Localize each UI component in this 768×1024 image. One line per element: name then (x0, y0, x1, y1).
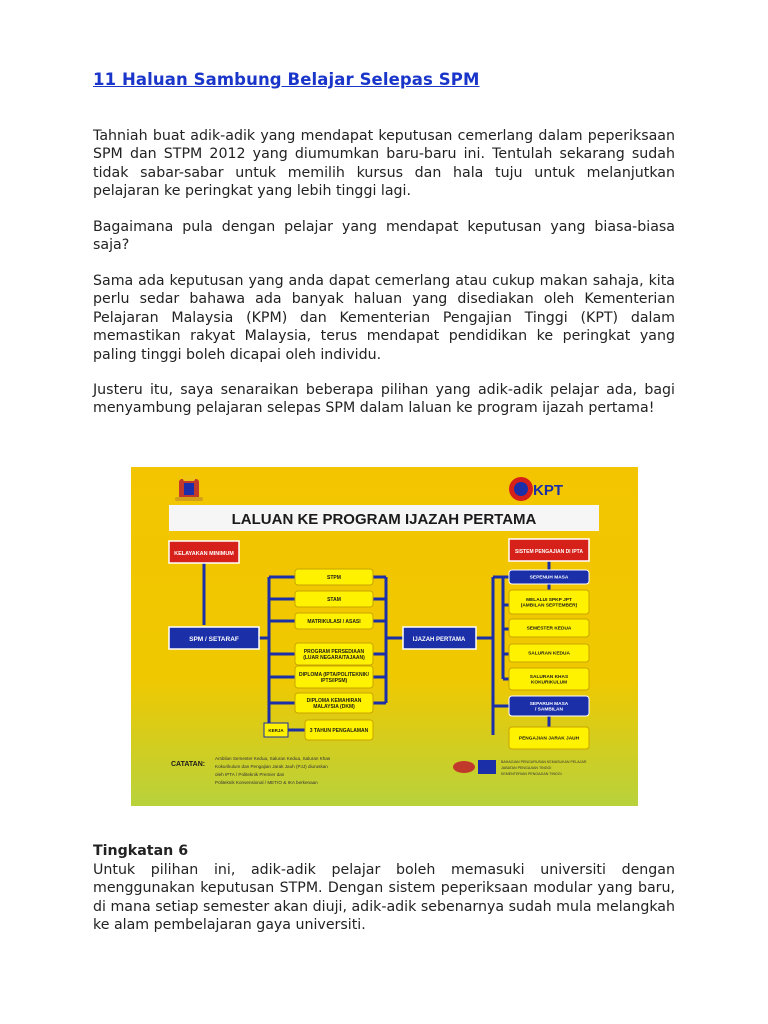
left-header-box (169, 541, 239, 563)
svg-text:MATRIKULASI / ASASI: MATRIKULASI / ASASI (307, 618, 361, 625)
side-node-kerja (264, 723, 288, 737)
svg-text:3 TAHUN PENGALAMAN: 3 TAHUN PENGALAMAN (309, 727, 369, 734)
pathway-diagram (131, 467, 638, 806)
catatan-line-3: oleh IPTA / Politeknik Premier dan (215, 772, 285, 777)
middle-option-5 (295, 666, 373, 688)
right-option-5 (509, 668, 589, 690)
svg-text:KELAYAKAN MINIMUM: KELAYAKAN MINIMUM (174, 551, 234, 557)
section-heading-tingkatan-6: Tingkatan 6 (93, 843, 189, 859)
svg-text:IJAZAH PERTAMA: IJAZAH PERTAMA (412, 637, 466, 643)
paragraph-question: Bagaimana pula dengan pelajar yang mendapat keputusan yang biasa-biasa saja? (93, 219, 675, 254)
right-option-7 (509, 727, 589, 749)
right-option-6 (509, 696, 589, 716)
catatan-line-4: Politeknik Konvensional / METrO & IKA berkenaan (215, 780, 318, 785)
paragraph-ministries: Sama ada keputusan yang anda dapat cemerlang atau cukup makan sahaja, kita perlu sedar bahawa ada banyak haluan yang disediakan oleh Kementerian Pelajaran Malaysia (KPM) dan Kementerian Pengajian Tinggi (KPT) dalam memastikan rakyat Malaysia, terus mendapat pendidikan ke peringkat yang paling tinggi boleh dicapai oleh individu. (93, 273, 675, 363)
svg-text:SALURAN KHASKOKURIKULUM: SALURAN KHAS KOKURIKULUM (529, 674, 569, 686)
svg-text:MELALUI SPKP JPT(AMBILAN SEPTE: MELALUI SPKP JPT (AMBILAN SEPTEMBER) (520, 597, 578, 609)
right-option-4 (509, 644, 589, 662)
paragraph-options-intro: Justeru itu, saya senaraikan beberapa pilihan yang adik-adik pelajar ada, bagi menyambung pelajaran selepas SPM dalam laluan ke program ijazah pertama! (93, 382, 675, 417)
svg-text:SEPENUH MASA: SEPENUH MASA (529, 575, 569, 581)
svg-text:PROGRAM PERSEDIAAN(LUAR NEGARA: PROGRAM PERSEDIAAN (LUAR NEGARA/TAJAAN) (303, 648, 365, 661)
catatan-label: CATATAN: (171, 761, 206, 768)
paragraph-intro: Tahniah buat adik-adik yang mendapat keputusan cemerlang dalam peperiksaan SPM dan STPM 2012 yang diumumkan baru-baru ini. Tentulah sekarang sudah tidak sabar-sabar untuk memilih kursus dan hala tuju untuk melanjutkan pelajaran ke peringkat yang lebih tinggi lagi. (93, 128, 675, 200)
svg-text:PENGAJIAN JARAK JAUH: PENGAJIAN JARAK JAUH (518, 736, 580, 742)
right-option-2 (509, 590, 589, 614)
pathway-infographic (131, 467, 638, 806)
svg-text:SPM / SETARAF: SPM / SETARAF (189, 636, 239, 643)
svg-text:STAM: STAM (327, 596, 341, 603)
middle-option-4 (295, 643, 373, 665)
right-option-3 (509, 619, 589, 637)
svg-text:STPM: STPM (327, 574, 341, 581)
middle-option-6 (295, 693, 373, 713)
middle-option-7 (305, 720, 373, 740)
svg-text:SEPARUH MASA/ SAMBILAN: SEPARUH MASA / SAMBILAN (529, 701, 569, 713)
svg-text:DIPLOMA KEMAHIRANMALAYSIA (DKM: DIPLOMA KEMAHIRAN MALAYSIA (DKM) (306, 697, 362, 710)
catatan-line-2: Kokurikulum dan Pengajian Jarak Jauh (PJJ) diuruskan (215, 764, 328, 769)
middle-option-2 (295, 591, 373, 607)
footer-org-line-1: BAHAGIAN PENGURUSAN KEMASUKAN PELAJAR (501, 760, 587, 764)
start-node-spm (169, 627, 259, 649)
svg-text:SISTEM PENGAJIAN DI IPTA: SISTEM PENGAJIAN DI IPTA (515, 549, 583, 555)
svg-text:SEMESTER KEDUA: SEMESTER KEDUA (526, 626, 572, 632)
right-header-box (509, 539, 589, 561)
center-node-ijazah (403, 627, 476, 649)
catatan-line-1: Ambilan Semester Kedua, Saluran Kedua, Saluran Khas (215, 756, 331, 761)
banner-title: LALUAN KE PROGRAM IJAZAH PERTAMA (231, 511, 537, 528)
svg-text:KERJA: KERJA (268, 728, 284, 733)
middle-option-1 (295, 569, 373, 585)
middle-option-3 (295, 613, 373, 629)
footer-org-line-2: JABATAN PENGAJIAN TINGGI (501, 766, 552, 770)
svg-text:SALURAN KEDUA: SALURAN KEDUA (528, 651, 570, 657)
section-body-tingkatan-6: Untuk pilihan ini, adik-adik pelajar boleh memasuki universiti dengan menggunakan keputusan STPM. Dengan sistem peperiksaan modular yang baru, di mana setiap semester akan diuji, adik-adik sebenarnya sudah mula melangkah ke alam pembelajaran gaya universiti. (93, 862, 675, 934)
right-option-1 (509, 570, 589, 584)
svg-text:DIPLOMA (IPTA/POLITEKNIK/IPTS/: DIPLOMA (IPTA/POLITEKNIK/ IPTS/IPSM) (299, 671, 369, 684)
article-title[interactable]: 11 Haluan Sambung Belajar Selepas SPM (93, 70, 480, 89)
kpt-logo-text: KPT (533, 482, 563, 499)
footer-org-line-3: KEMENTERIAN PENGAJIAN TINGGI (501, 772, 562, 776)
